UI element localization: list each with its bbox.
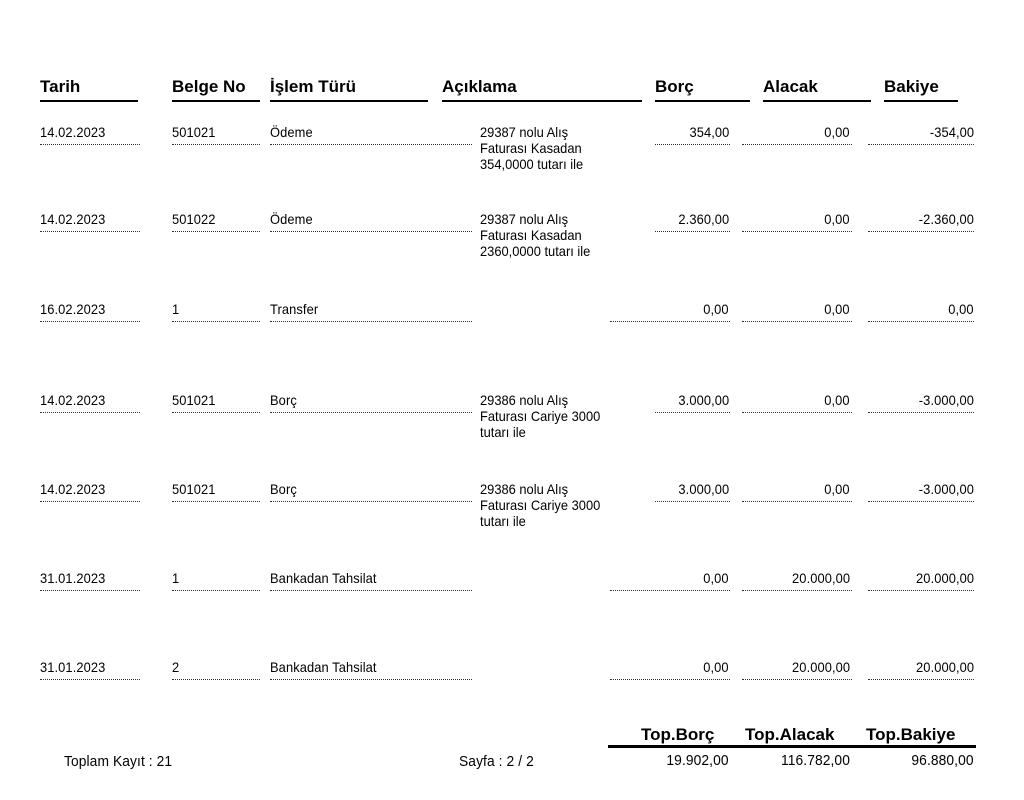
cell-bakiye: -354,00 <box>929 124 974 140</box>
row-divider <box>742 679 852 680</box>
cell-tarih: 14.02.2023 <box>40 392 106 408</box>
cell-borc: 3.000,00 <box>678 481 729 497</box>
row-divider <box>742 321 852 322</box>
cell-islem-turu: Transfer <box>270 301 319 317</box>
row-divider <box>270 590 472 591</box>
cell-borc: 0,00 <box>703 659 729 675</box>
cell-islem-turu: Bankadan Tahsilat <box>270 659 377 675</box>
header-underline-tarih <box>40 100 138 102</box>
row-divider <box>655 144 730 145</box>
cell-borc: 3.000,00 <box>678 392 729 408</box>
row-divider <box>270 144 472 145</box>
cell-tarih: 14.02.2023 <box>40 211 106 227</box>
row-divider <box>270 679 472 680</box>
cell-borc: 354,00 <box>689 124 729 140</box>
totals-rule <box>608 745 976 748</box>
page-number: Sayfa : 2 / 2 <box>459 753 534 770</box>
total-borc-label: Top.Borç <box>641 725 715 744</box>
cell-islem-turu: Borç <box>270 392 297 408</box>
cell-belge-no: 501021 <box>172 392 216 408</box>
row-divider <box>868 231 974 232</box>
row-divider <box>172 144 260 145</box>
row-divider <box>270 501 472 502</box>
cell-aciklama-line: 2360,0000 tutarı ile <box>480 243 591 259</box>
total-bakiye-label: Top.Bakiye <box>866 725 956 744</box>
row-divider <box>868 679 974 680</box>
total-borc-value: 19.902,00 <box>666 752 729 769</box>
row-divider <box>172 590 260 591</box>
cell-aciklama-line: Faturası Kasadan <box>480 140 582 156</box>
row-divider <box>172 412 260 413</box>
cell-tarih: 16.02.2023 <box>40 301 106 317</box>
header-underline-aciklama <box>442 100 642 102</box>
header-underline-belge-no <box>172 100 260 102</box>
cell-borc: 0,00 <box>703 301 729 317</box>
cell-aciklama-line: tutarı ile <box>480 424 526 440</box>
cell-bakiye: 20.000,00 <box>915 659 974 675</box>
cell-alacak: 0,00 <box>824 124 850 140</box>
cell-belge-no: 2 <box>172 659 180 675</box>
total-alacak-value: 116.782,00 <box>781 752 850 769</box>
row-divider <box>40 590 140 591</box>
header-underline-islem-turu <box>270 100 428 102</box>
row-divider <box>868 144 974 145</box>
row-divider <box>655 231 730 232</box>
row-divider <box>742 144 852 145</box>
cell-bakiye: -3.000,00 <box>918 481 974 497</box>
cell-borc: 0,00 <box>703 570 729 586</box>
row-divider <box>172 231 260 232</box>
cell-tarih: 31.01.2023 <box>40 659 106 675</box>
cell-alacak: 0,00 <box>824 301 850 317</box>
cell-islem-turu: Ödeme <box>270 211 313 227</box>
header-underline-borc <box>655 100 750 102</box>
cell-aciklama-line: 29387 nolu Alış <box>480 211 569 227</box>
cell-tarih: 31.01.2023 <box>40 570 106 586</box>
cell-aciklama-line: 29386 nolu Alış <box>480 392 569 408</box>
cell-islem-turu: Bankadan Tahsilat <box>270 570 377 586</box>
header-tarih: Tarih <box>40 77 81 96</box>
row-divider <box>742 412 852 413</box>
row-divider <box>270 321 472 322</box>
cell-bakiye: 0,00 <box>948 301 974 317</box>
row-divider <box>40 144 140 145</box>
header-alacak: Alacak <box>763 77 818 96</box>
row-divider <box>172 679 260 680</box>
cell-alacak: 20.000,00 <box>791 659 850 675</box>
total-alacak-label: Top.Alacak <box>745 725 835 744</box>
cell-alacak: 20.000,00 <box>791 570 850 586</box>
row-divider <box>40 501 140 502</box>
row-divider <box>868 321 974 322</box>
header-borc: Borç <box>655 77 694 96</box>
cell-alacak: 0,00 <box>824 392 850 408</box>
header-underline-bakiye <box>884 100 958 102</box>
row-divider <box>40 231 140 232</box>
header-bakiye: Bakiye <box>884 77 939 96</box>
cell-tarih: 14.02.2023 <box>40 481 106 497</box>
cell-tarih: 14.02.2023 <box>40 124 106 140</box>
cell-aciklama-line: 29386 nolu Alış <box>480 481 569 497</box>
row-divider <box>40 679 140 680</box>
cell-aciklama-line: Faturası Cariye 3000 <box>480 497 601 513</box>
cell-aciklama-line: 29387 nolu Alış <box>480 124 569 140</box>
cell-belge-no: 1 <box>172 570 180 586</box>
row-divider <box>655 501 730 502</box>
cell-belge-no: 501022 <box>172 211 216 227</box>
row-divider <box>742 590 852 591</box>
row-divider <box>40 412 140 413</box>
cell-belge-no: 1 <box>172 301 180 317</box>
row-divider <box>742 501 852 502</box>
row-divider <box>610 321 730 322</box>
cell-islem-turu: Borç <box>270 481 297 497</box>
cell-aciklama-line: tutarı ile <box>480 513 526 529</box>
row-divider <box>172 321 260 322</box>
row-divider <box>742 231 852 232</box>
cell-aciklama-line: 354,0000 tutarı ile <box>480 156 584 172</box>
cell-belge-no: 501021 <box>172 124 216 140</box>
row-divider <box>610 590 730 591</box>
row-divider <box>868 412 974 413</box>
row-divider <box>655 412 730 413</box>
row-divider <box>610 679 730 680</box>
row-divider <box>40 321 140 322</box>
cell-aciklama-line: Faturası Kasadan <box>480 227 582 243</box>
cell-aciklama-line: Faturası Cariye 3000 <box>480 408 601 424</box>
cell-alacak: 0,00 <box>824 481 850 497</box>
cell-bakiye: 20.000,00 <box>915 570 974 586</box>
row-divider <box>172 501 260 502</box>
header-aciklama: Açıklama <box>442 77 517 96</box>
header-underline-alacak <box>763 100 871 102</box>
header-belge-no: Belge No <box>172 77 246 96</box>
row-divider <box>270 231 472 232</box>
row-divider <box>868 501 974 502</box>
cell-alacak: 0,00 <box>824 211 850 227</box>
cell-islem-turu: Ödeme <box>270 124 313 140</box>
cell-bakiye: -3.000,00 <box>918 392 974 408</box>
cell-borc: 2.360,00 <box>678 211 729 227</box>
cell-belge-no: 501021 <box>172 481 216 497</box>
record-count: Toplam Kayıt : 21 <box>64 753 173 770</box>
total-bakiye-value: 96.880,00 <box>911 752 974 769</box>
row-divider <box>868 590 974 591</box>
row-divider <box>270 412 472 413</box>
header-islem-turu: İşlem Türü <box>270 77 356 96</box>
cell-bakiye: -2.360,00 <box>918 211 974 227</box>
